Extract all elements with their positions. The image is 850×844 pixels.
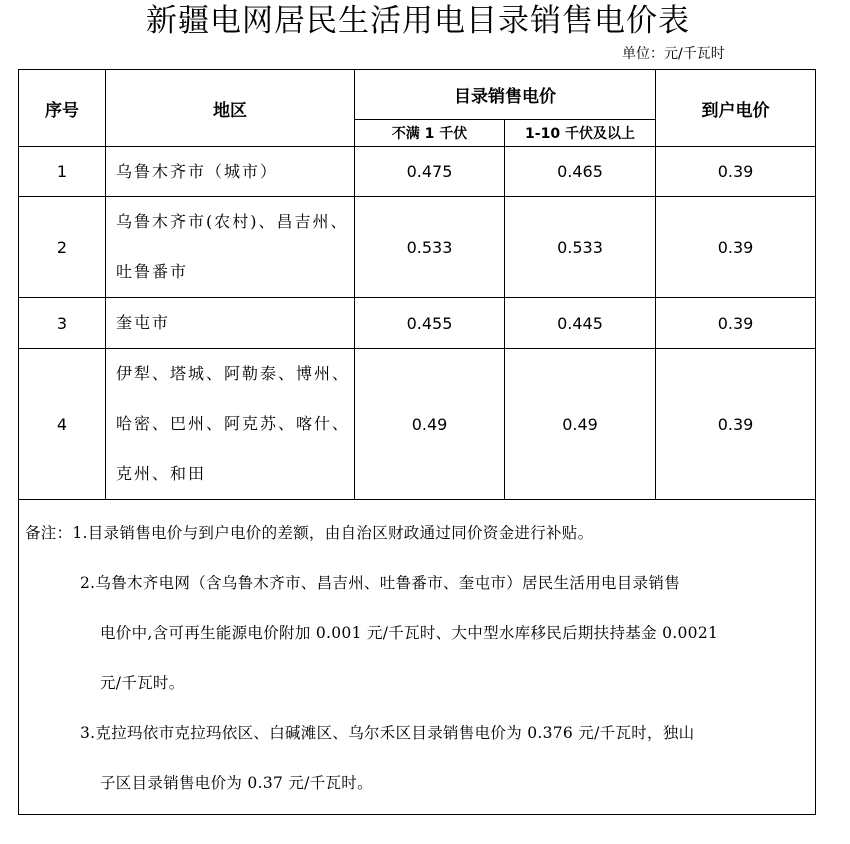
header-row [19, 70, 816, 120]
document-title: 新疆电网居民生活用电目录销售电价表 [146, 3, 690, 39]
row-household: 0.39 [656, 298, 816, 349]
region-line: 乌鲁木齐市(农村)、昌吉州、 [116, 212, 349, 231]
unit-label: 单位：元/千瓦时 [622, 46, 725, 62]
row-under-1kv: 0.49 [355, 349, 505, 500]
row-1-10kv: 0.49 [505, 349, 656, 500]
row-index: 3 [19, 298, 106, 349]
region-line: 乌鲁木齐市（城市） [116, 161, 279, 181]
region-line: 克州、和田 [116, 464, 207, 483]
note-line: 电价中,含可再生能源电价附加 0.001 元/千瓦时、大中型水库移民后期扶持基金 0.0021 [100, 624, 719, 642]
notes-cell [19, 500, 816, 815]
region-line: 奎屯市 [116, 313, 171, 332]
table-row [19, 147, 816, 197]
note-line: 子区目录销售电价为 0.37 元/千瓦时。 [100, 774, 373, 792]
header-index: 序号 [19, 70, 106, 147]
table-row [19, 298, 816, 349]
note-line: 2.乌鲁木齐电网（含乌鲁木齐市、昌吉州、吐鲁番市、奎屯市）居民生活用电目录销售 [80, 574, 680, 592]
row-1-10kv: 0.533 [505, 197, 656, 298]
row-1-10kv: 0.445 [505, 298, 656, 349]
region-line: 哈密、巴州、阿克苏、喀什、 [116, 414, 351, 433]
header-1-10kv: 1-10 千伏及以上 [505, 120, 656, 147]
note-line: 元/千瓦时。 [100, 674, 185, 692]
region-line: 吐鲁番市 [116, 262, 189, 281]
row-region [106, 349, 355, 500]
header-catalog-price: 目录销售电价 [355, 70, 656, 120]
notes-row [19, 500, 816, 815]
header-under-1kv: 不满 1 千伏 [355, 120, 505, 147]
header-region: 地区 [106, 70, 355, 147]
table-row [19, 349, 816, 500]
row-index: 2 [19, 197, 106, 298]
note-line: 3.克拉玛依市克拉玛依区、白碱滩区、乌尔禾区目录销售电价为 0.376 元/千瓦时，独山 [80, 724, 695, 742]
row-under-1kv: 0.455 [355, 298, 505, 349]
table-row [19, 197, 816, 298]
row-under-1kv: 0.475 [355, 147, 505, 197]
row-region [106, 147, 355, 197]
row-under-1kv: 0.533 [355, 197, 505, 298]
row-household: 0.39 [656, 197, 816, 298]
row-region [106, 197, 355, 298]
row-household: 0.39 [656, 349, 816, 500]
row-index: 4 [19, 349, 106, 500]
row-1-10kv: 0.465 [505, 147, 656, 197]
row-region [106, 298, 355, 349]
header-household-price: 到户电价 [656, 70, 816, 147]
price-table [18, 69, 816, 815]
region-line: 伊犁、塔城、阿勒泰、博州、 [116, 364, 351, 383]
note-line: 备注：1.目录销售电价与到户电价的差额，由自治区财政通过同价资金进行补贴。 [25, 524, 594, 542]
row-index: 1 [19, 147, 106, 197]
row-household: 0.39 [656, 147, 816, 197]
